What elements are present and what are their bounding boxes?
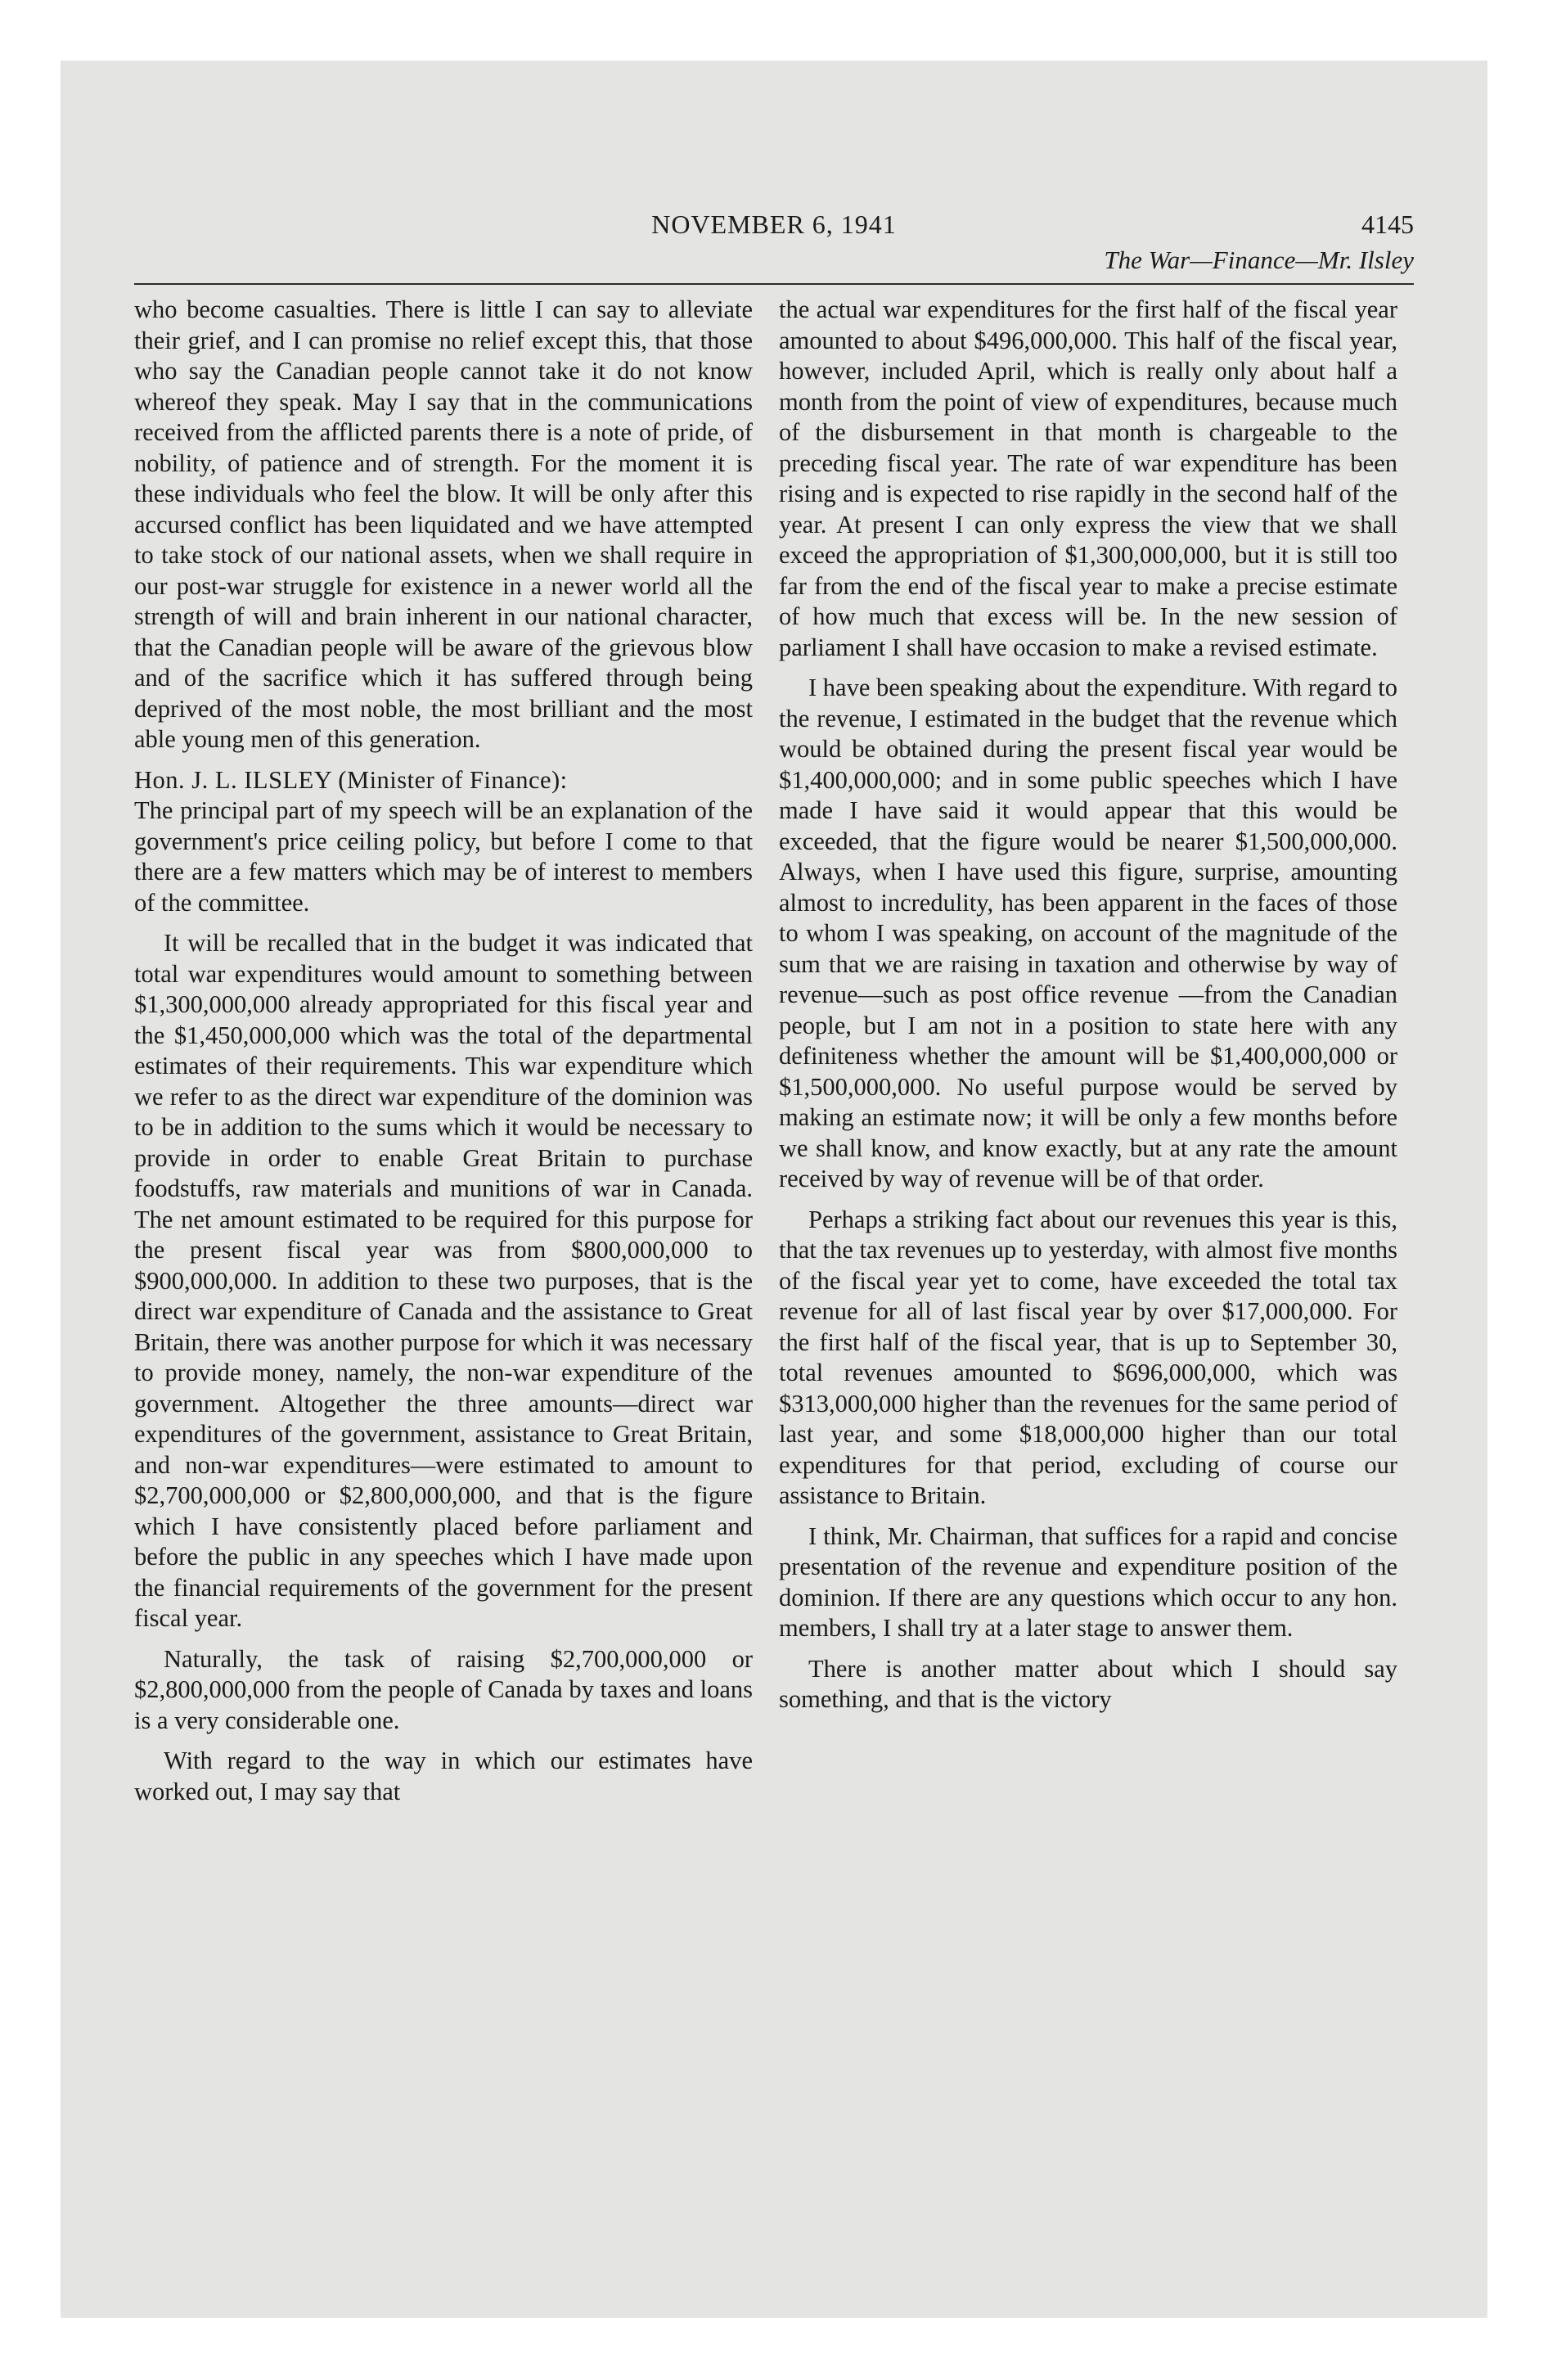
paragraph: It will be recalled that in the budget it was indicated that total war expenditures would amount to something between $1,300,000,000 already appropriated for this fiscal year and the $1,450,000,000 which was the total of the departmental estimates of their requirements. This war expenditure which we refer to as the direct war expenditure of the dominion was to be in addition to the sums which it would be necessary to provide in order to enable Great Britain to purchase foodstuffs, raw materials and munitions of war in Canada. The net amount estimated to be required for this purpose for the present fiscal year was from $800,000,000 to $900,000,000. In addition to these two purposes, that is the direct war expenditure of Canada and the assistance to Great Britain, there was another purpose for which it was necessary to provide money, namely, the non-war expenditure of the government. Altogether the three amounts—direct war expenditures of the government, assistance to Great Britain, and non-war expenditures—were estimated to amount to $2,700,000,000 or $2,800,000,000, and that is the figure which I have consistently placed before parliament and before the public in any speeches which I have made upon the financial requirements of the government for the present fiscal year. [134, 929, 753, 1632]
speaker-name: Hon. J. L. ILSLEY (Minister of Finance): [134, 765, 568, 794]
paragraph: The principal part of my speech will be an explanation of the government's price ceiling policy, but before I come to that there are a few matters which may be of interest to members of the committee. [134, 796, 753, 917]
paragraph: Naturally, the task of raising $2,700,000,000 or $2,800,000,000 from the people of Canada by taxes and loans is a very considerable one. [134, 1644, 753, 1734]
running-title: The War—Finance—Mr. Ilsley [1104, 246, 1414, 274]
paragraph: With regard to the way in which our estimates have worked out, I may say that [134, 1747, 753, 1805]
paragraph: the actual war expenditures for the first half of the fiscal year amounted to about $496,000,000. This half of the fiscal year, however, included April, which is really only about half a month from the point of view of expenditures, because much of the disbursement in that month is chargeable to the preceding fiscal year. The rate of war expenditure has been rising and is expected to rise rapidly in the second half of the year. At present I can only express the view that we shall exceed the appropriation of $1,300,000,000, but it is still too far from the end of the fiscal year to make a precise estimate of how much that excess will be. In the new session of parliament I shall have occasion to make a revised estimate. [779, 295, 1397, 661]
left-column [134, 295, 753, 1807]
paragraph: I think, Mr. Chairman, that suffices for a rapid and concise presentation of the revenue and expenditure position of the dominion. If there are any questions which occur to any hon. members, I shall try at a later stage to answer them. [779, 1521, 1397, 1642]
header-date: NOVEMBER 6, 1941 [651, 210, 897, 239]
page-number: 4145 [1361, 210, 1414, 239]
header-rule [134, 283, 1414, 285]
page-header [134, 142, 1414, 274]
paragraph: Perhaps a striking fact about our revenues this year is this, that the tax revenues up to yesterday, with almost five months of the fiscal year yet to come, have exceeded the total tax revenue for all of last fiscal year by over $17,000,000. For the first half of the fiscal year, that is up to September 30, total revenues amounted to $696,000,000, which was $313,000,000 higher than the revenues for the same period of last year, and some $18,000,000 higher than our total expenditures for that period, excluding of course our assistance to Britain. [779, 1205, 1397, 1509]
paragraph: I have been speaking about the expenditure. With regard to the revenue, I estimated in the budget that the revenue which would be obtained during the present fiscal year would be $1,400,000,000; and in some public speeches which I have made I have said it would appear that this would be exceeded, that the figure would be nearer $1,500,000,000. Always, when I have used this figure, surprise, amounting almost to incredulity, has been apparent in the faces of those to whom I was speaking, on account of the magnitude of the sum that we are raising in taxation and otherwise by way of revenue—such as post office revenue —from the Canadian people, but I am not in a position to state here with any definiteness whether the amount will be $1,400,000,000 or $1,500,000,000. No useful purpose would be served by making an estimate now; it will be only a few months before we shall know, and know exactly, but at any rate the amount received by way of revenue will be of that order. [779, 674, 1397, 1192]
speaker-paragraph [134, 765, 753, 919]
scanned-page [61, 61, 1487, 2318]
paragraph: There is another matter about which I should say something, and that is the victory [779, 1654, 1397, 1713]
right-column [779, 295, 1397, 1715]
paragraph: who become casualties. There is little I can say to alleviate their grief, and I can promise no relief except this, that those who say the Canadian people cannot take it do not know whereof they speak. May I say that in the communications received from the afflicted parents there is a note of pride, of nobility, of patience and of strength. For the moment it is these individuals who feel the blow. It will be only after this accursed conflict has been liquidated and we have attempted to take stock of our national assets, when we shall require in our post-war struggle for existence in a newer world all the strength of will and brain inherent in our national character, that the Canadian people will be aware of the grievous blow and of the sacrifice which it has suffered through being deprived of the most noble, the most brilliant and the most able young men of this generation. [134, 295, 753, 753]
